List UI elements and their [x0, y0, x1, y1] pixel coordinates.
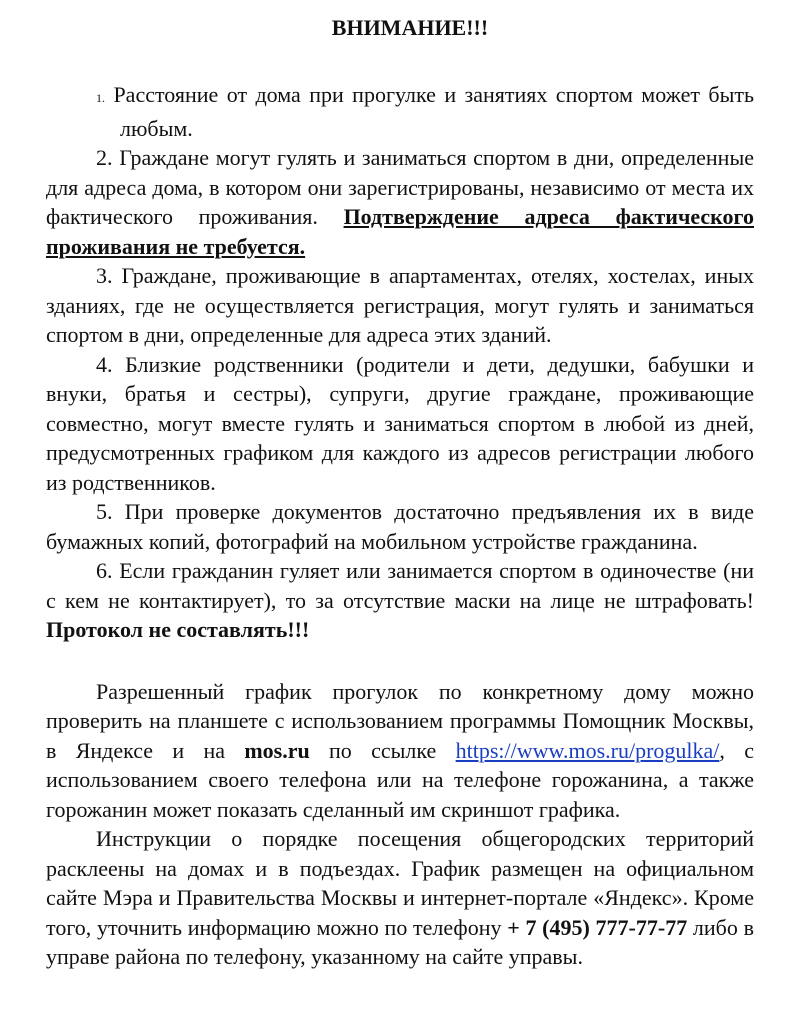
schedule-text: Разрешенный график прогулок по конкретному дому можно проверить на планшете с использованием программы Помощник Москвы, в Яндексе и на — [46, 678, 754, 763]
rule-text: 2. Граждане могут гулять и заниматься спортом в дни, определенные для адреса дома, в котором они зарегистрированы, независимо от места их фактического проживания. — [46, 145, 754, 229]
instructions-text-2: либо в управе района по телефону, указанному на сайте управы. — [46, 914, 754, 969]
rule-item-3 — [46, 261, 754, 350]
rule-item-6 — [46, 556, 754, 645]
schedule-text-2: по ссылке — [309, 737, 456, 763]
rule-item-5 — [46, 497, 754, 556]
instructions-paragraph — [46, 824, 754, 972]
rule-emphasis: Протокол не составлять!!! — [46, 617, 310, 642]
rule-item-4 — [46, 350, 754, 498]
page-title: ВНИМАНИЕ!!! — [331, 15, 489, 40]
phone-number: + 7 (495) 777-77-77 — [507, 914, 688, 940]
site-name: mos.ru — [244, 737, 310, 763]
schedule-paragraph — [46, 677, 754, 825]
rule-number: 1. — [96, 91, 105, 105]
rule-text: 5. При проверке документов достаточно предъявления их в виде бумажных копий, фотографий на мобильном устройстве гражданина. — [46, 499, 754, 554]
section-divider — [46, 645, 754, 677]
schedule-text-3: , с использованием своего телефона или на телефоне горожанина, а также горожанин может показать сделанный им скриншот графика. — [46, 737, 755, 822]
document-page — [46, 12, 754, 972]
rule-emphasis: Подтверждение адреса фактического проживания не требуется. — [46, 204, 754, 259]
instructions-text: Инструкции о порядке посещения общегородских территорий расклеены на домах и в подъездах. График размещен на официальном сайте Мэра и Правительства Москвы и интернет-портале «Яндекс». Кроме того, уточнить информацию можно по телефону — [46, 826, 754, 940]
rule-text: 6. Если гражданин гуляет или занимается спортом в одиночестве (ни с кем не контактирует), то за отсутствие маски на лице не штрафовать! — [46, 558, 754, 613]
rule-text: 4. Близкие родственники (родители и дети, дедушки, бабушки и внуки, братья и сестры), супруги, другие граждане, проживающие совместно, могут вместе гулять и заниматься спортом в любой из дней, предусмотренных графиком для каждого из адресов регистрации любого из родственников. — [46, 351, 754, 495]
rule-text: 3. Граждане, проживающие в апартаментах, отелях, хостелах, иных зданиях, где не осуществляется регистрация, могут гулять и заниматься спортом в дни, определенные для адреса этих зданий. — [46, 263, 754, 347]
progulka-link[interactable]: https://www.mos.ru/progulka/ — [455, 737, 720, 763]
rule-item-1 — [46, 80, 754, 143]
rule-item-2 — [46, 143, 754, 261]
rule-text: Расстояние от дома при прогулке и занятиях спортом может быть любым. — [113, 82, 755, 141]
